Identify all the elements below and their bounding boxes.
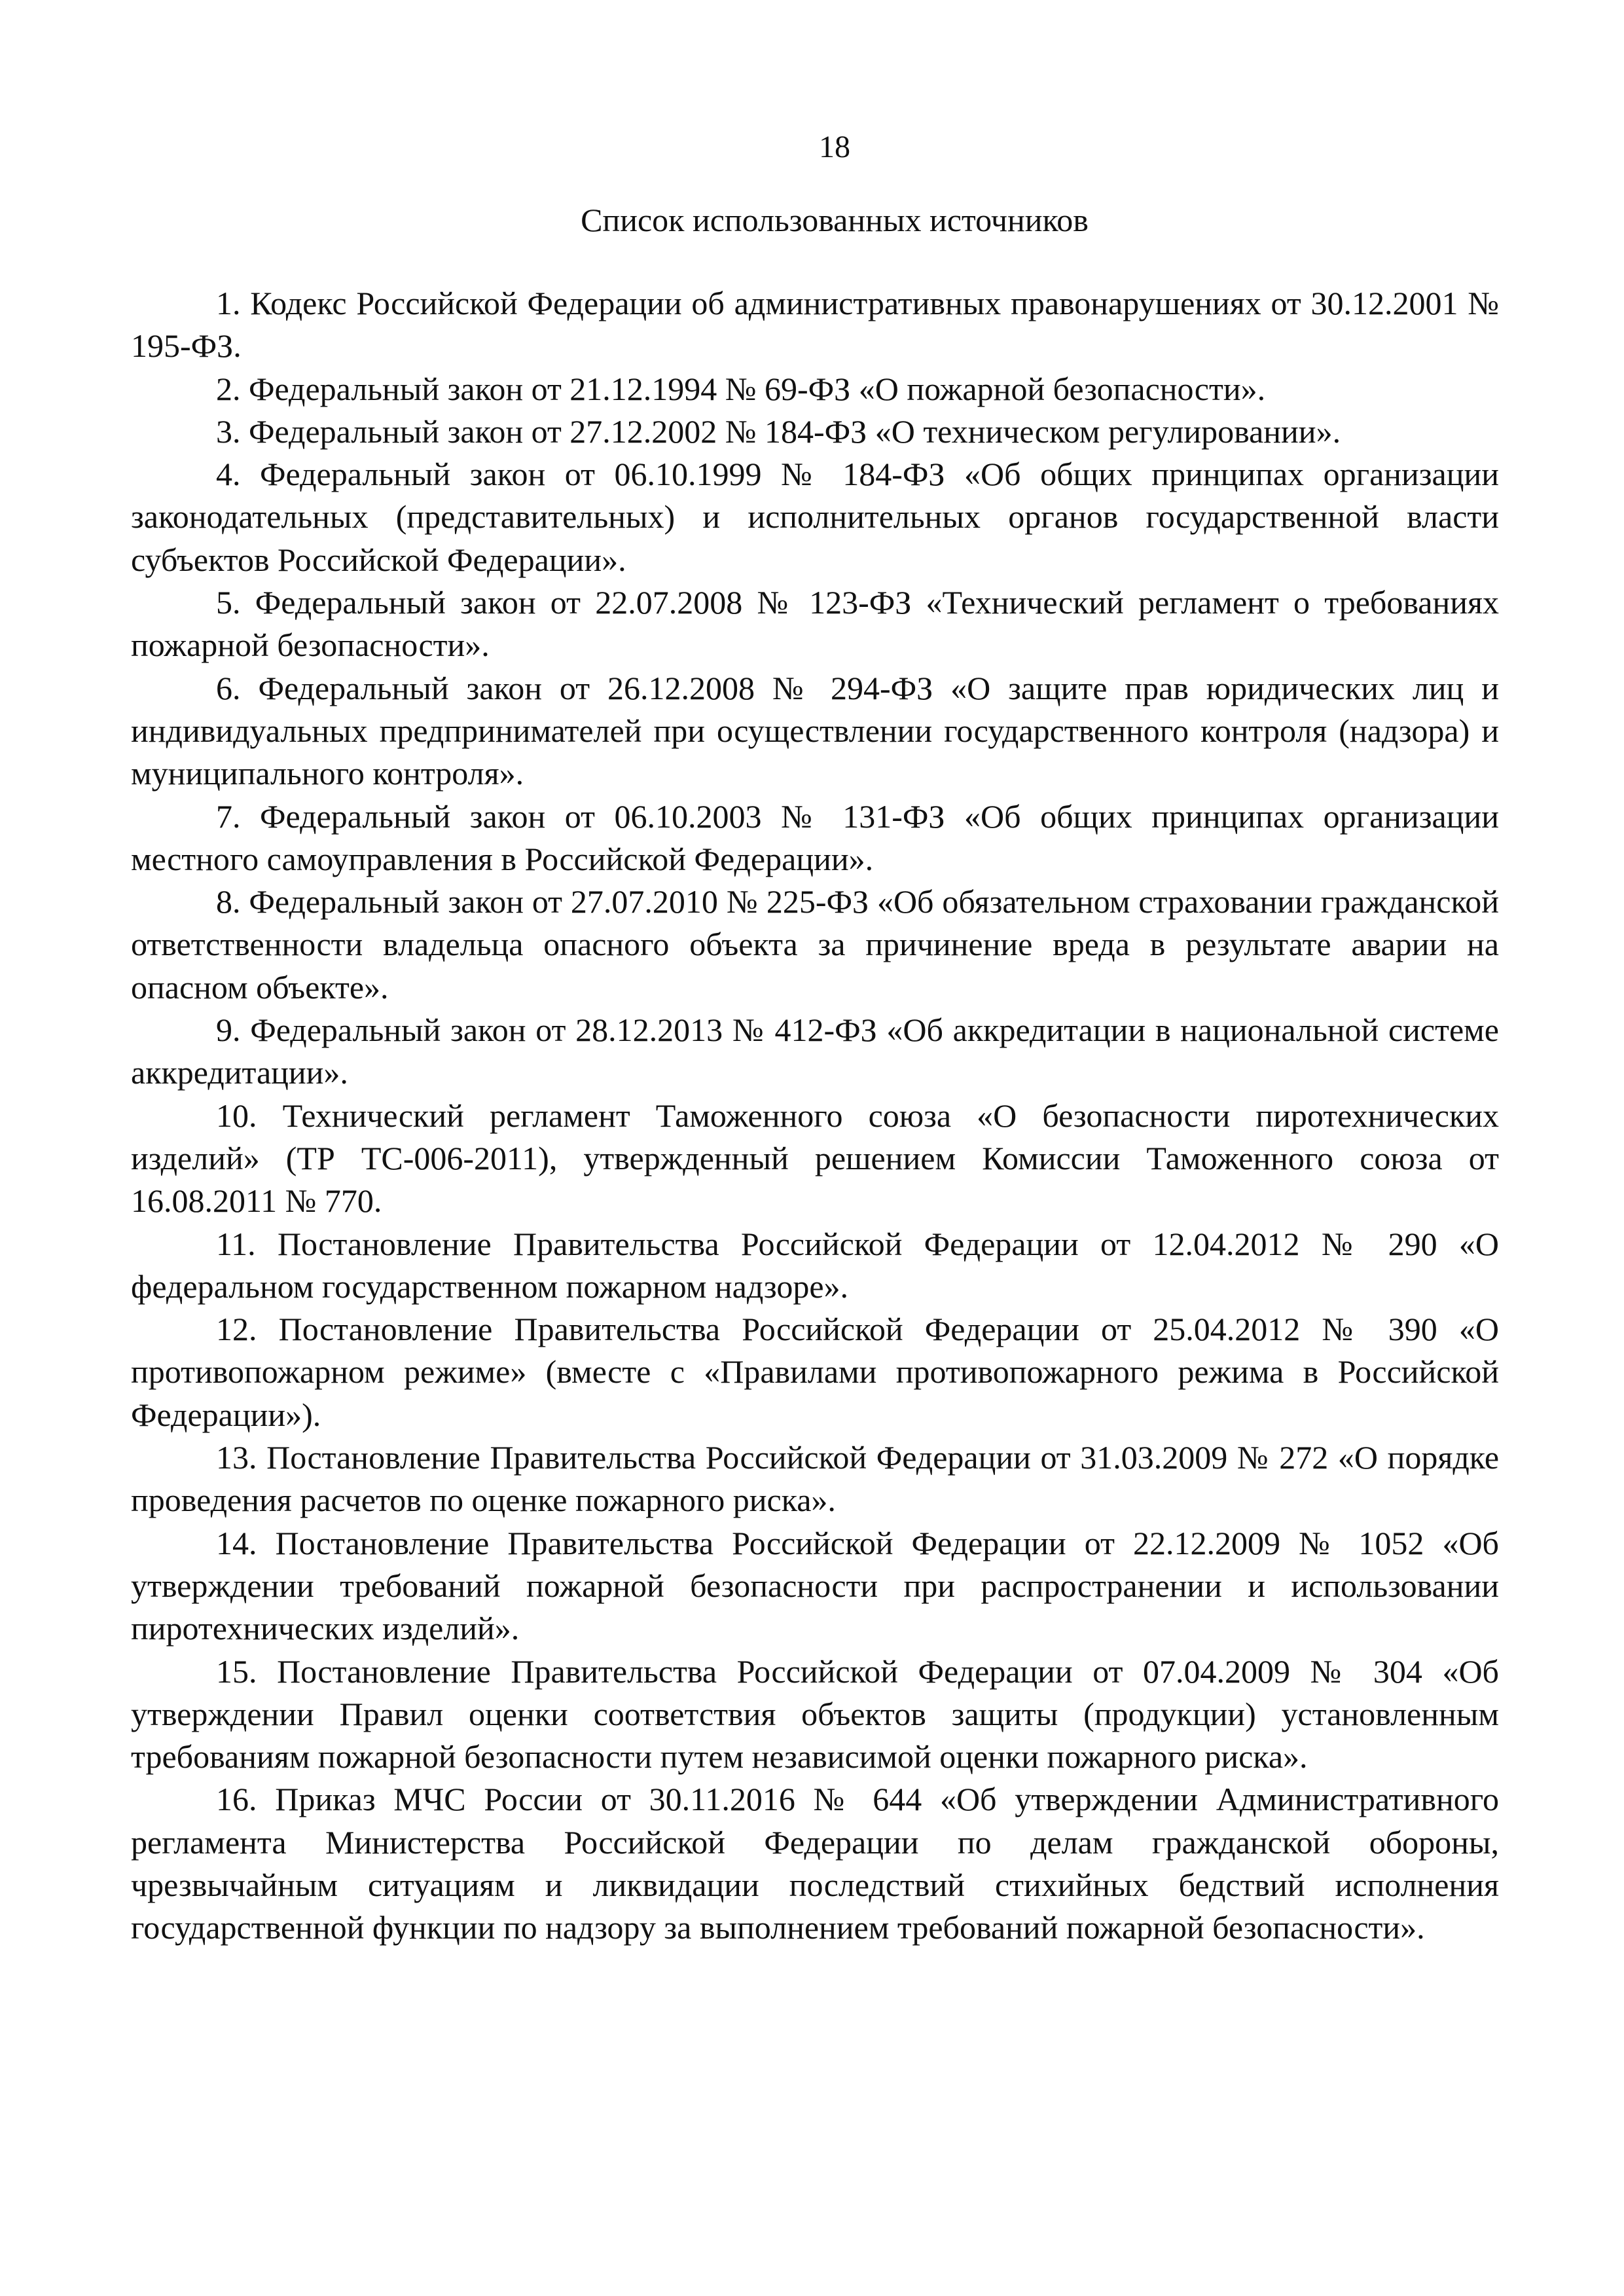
source-number: 15. — [216, 1652, 257, 1690]
source-number: 2. — [216, 370, 241, 407]
source-number: 8. — [216, 883, 241, 920]
source-text: Федеральный закон от 06.10.1999 № 184-ФЗ «Об общих принципах организации законодательных (представительных) и исполнительных органов государственной власти субъектов Российской Федерации». — [131, 456, 1500, 578]
source-number: 7. — [216, 797, 241, 835]
source-number: 10. — [216, 1097, 257, 1134]
source-number: 12. — [216, 1311, 257, 1348]
list-item — [131, 1308, 1499, 1436]
source-text: Федеральный закон от 21.12.1994 № 69-ФЗ «О пожарной безопасности». — [249, 370, 1266, 407]
source-text: Приказ МЧС России от 30.11.2016 № 644 «Об утверждении Административного регламента Министерства Российской Федерации по делам гражданской обороны, чрезвычайным ситуациям и ликвидации последствий стихийных бедствий исполнения государственной функции по надзору за выполнением требований пожарной безопасности». — [131, 1781, 1499, 1946]
list-item — [131, 795, 1499, 881]
source-number: 1. — [216, 285, 241, 321]
list-item — [131, 282, 1499, 368]
source-number: 14. — [216, 1524, 257, 1561]
list-item — [131, 581, 1499, 667]
list-item — [131, 453, 1499, 581]
source-text: Технический регламент Таможенного союза «О безопасности пиротехнических изделий» (ТР ТС-006-2011), утвержденный решением Комиссии Таможенного союза от 16.08.2011 № 770. — [131, 1097, 1500, 1220]
list-item — [131, 1009, 1499, 1095]
sources-list — [131, 282, 1499, 1950]
list-item — [131, 1095, 1499, 1223]
source-number: 11. — [216, 1225, 256, 1262]
list-item — [131, 1778, 1499, 1949]
source-text: Постановление Правительства Российской Федерации от 31.03.2009 № 272 «О порядке проведения расчетов по оценке пожарного риска». — [131, 1439, 1500, 1519]
source-text: Федеральный закон от 27.12.2002 № 184-ФЗ «О техническом регулировании». — [249, 412, 1341, 450]
source-text: Постановление Правительства Российской Федерации от 07.04.2009 № 304 «Об утверждении Правил оценки соответствия объектов защиты (продукции) установленным требованиям пожарной безопасности путем независимой оценки пожарного риска». — [131, 1652, 1499, 1776]
list-item — [131, 1650, 1499, 1779]
source-text: Федеральный закон от 27.07.2010 № 225-ФЗ «Об обязательном страховании гражданской ответственности владельца опасного объекта за причинение вреда в результате аварии на опасном объекте». — [131, 883, 1499, 1006]
page-number: 18 — [819, 130, 850, 164]
document-page — [131, 128, 1499, 1960]
source-text: Федеральный закон от 22.07.2008 № 123-ФЗ «Технический регламент о требованиях пожарной безопасности». — [131, 584, 1499, 664]
list-item — [131, 368, 1499, 410]
source-number: 3. — [216, 412, 241, 450]
source-text: Постановление Правительства Российской Федерации от 12.04.2012 № 290 «О федеральном государственном пожарном надзоре». — [131, 1225, 1499, 1305]
source-number: 5. — [216, 584, 241, 621]
list-item — [131, 1522, 1499, 1650]
source-number: 6. — [216, 669, 241, 706]
source-text: Федеральный закон от 26.12.2008 № 294-ФЗ «О защите прав юридических лиц и индивидуальных предпринимателей при осуществлении государственного контроля (надзора) и муниципального контроля». — [131, 669, 1499, 792]
list-item — [131, 667, 1499, 795]
source-number: 4. — [216, 456, 241, 493]
list-item — [131, 881, 1499, 1009]
source-text: Постановление Правительства Российской Федерации от 22.12.2009 № 1052 «Об утверждении требований пожарной безопасности при распространении и использовании пиротехнических изделий». — [131, 1524, 1499, 1647]
source-text: Кодекс Российской Федерации об административных правонарушениях от 30.12.2001 № 195-ФЗ. — [131, 285, 1499, 365]
source-text: Постановление Правительства Российской Федерации от 25.04.2012 № 390 «О противопожарном режиме» (вместе с «Правилами противопожарного режима в Российской Федерации»). — [131, 1311, 1499, 1433]
source-number: 9. — [216, 1011, 241, 1049]
source-text: Федеральный закон от 28.12.2013 № 412-ФЗ «Об аккредитации в национальной системе аккредитации». — [131, 1011, 1500, 1091]
source-text: Федеральный закон от 06.10.2003 № 131-ФЗ «Об общих принципах организации местного самоуправления в Российской Федерации». — [131, 797, 1500, 877]
list-item — [131, 410, 1499, 453]
page-title: Список использованных источников — [581, 202, 1089, 238]
list-item — [131, 1436, 1499, 1522]
source-number: 13. — [216, 1439, 257, 1476]
source-number: 16. — [216, 1781, 257, 1818]
list-item — [131, 1223, 1499, 1309]
